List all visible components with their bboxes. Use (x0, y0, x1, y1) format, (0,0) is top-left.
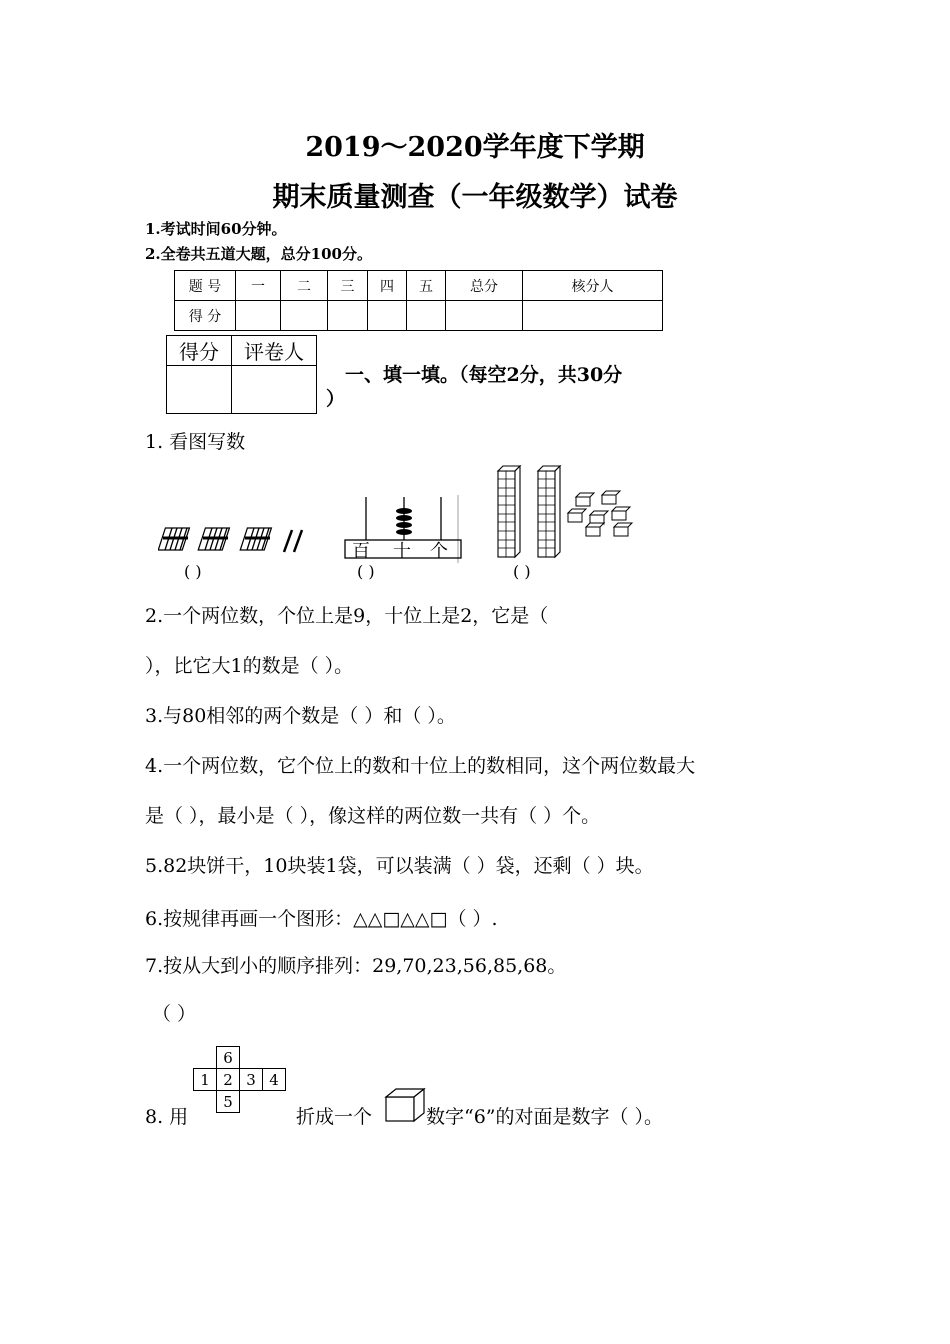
net-cell: 1 (194, 1069, 217, 1091)
score-header-cell: 一 (236, 271, 281, 301)
score-header-cell: 二 (281, 271, 328, 301)
place-value-blocks-figure (492, 465, 642, 565)
score-header-cell: 三 (328, 271, 368, 301)
q1-answer-1[interactable]: ( ) (184, 562, 202, 581)
grader-box (166, 335, 317, 414)
cube-net (193, 1046, 286, 1113)
question-6: 6.按规律再画一个图形：△△□△△□（ ）. (145, 908, 498, 930)
grader-score-label: 得分 (167, 336, 232, 366)
q1-answer-2[interactable]: ( ) (357, 562, 375, 581)
score-cell[interactable] (236, 301, 281, 331)
stick-bundles-figure (158, 520, 318, 560)
question-2-line-2: ），比它大1的数是（ ）。 (145, 655, 354, 677)
note-2: 2.全卷共五道大题，总分100分。 (145, 245, 372, 263)
unit-cubes-icon (568, 491, 632, 536)
score-table (174, 270, 663, 331)
title-line-1: 2019～2020学年度下学期 (305, 132, 645, 163)
abacus-label-tens: 十 (393, 541, 411, 562)
score-cell[interactable] (328, 301, 368, 331)
question-8-suffix: 数字“6”的对面是数字（ ）。 (426, 1106, 664, 1128)
single-sticks-icon (284, 530, 302, 552)
score-header-cell: 题 号 (175, 271, 236, 301)
question-4-line-1: 4.一个两位数，它个位上的数和十位上的数相同，这个两位数最大 (145, 755, 696, 777)
question-4-line-2: 是（ ），最小是（ ），像这样的两位数一共有（ ）个。 (145, 805, 601, 827)
q1-answer-3[interactable]: ( ) (513, 562, 531, 581)
grader-score-cell[interactable] (167, 366, 232, 414)
question-5: 5.82块饼干，10块装1袋，可以装满（ ）袋，还剩（ ）块。 (145, 855, 654, 877)
section-1-title: 一、填一填。（每空2分，共30分 (345, 364, 623, 386)
question-2-line-1: 2.一个两位数，个位上是9，十位上是2，它是（ (145, 605, 549, 627)
question-8-middle: 折成一个 (296, 1106, 373, 1128)
net-cell: 2 (217, 1069, 240, 1091)
stick-bundle-icon (198, 528, 229, 550)
grader-name-cell[interactable] (232, 366, 317, 414)
question-1: 1. 看图写数 (145, 431, 246, 453)
stick-bundle-icon (158, 528, 189, 550)
score-cell[interactable] (368, 301, 407, 331)
score-cell[interactable] (446, 301, 523, 331)
score-cell[interactable] (281, 301, 328, 331)
net-cell: 4 (263, 1069, 286, 1091)
cube-icon (384, 1087, 428, 1123)
note-1: 1.考试时间60分钟。 (145, 220, 287, 238)
score-header-cell: 五 (407, 271, 446, 301)
stick-bundle-icon (240, 528, 271, 550)
score-header-cell: 核分人 (523, 271, 663, 301)
question-7-answer[interactable]: （ ） (152, 1003, 197, 1025)
score-row-label: 得 分 (175, 301, 236, 331)
abacus-label-hundreds: 百 (352, 541, 370, 562)
question-8-prefix: 8. 用 (145, 1106, 189, 1128)
ten-rod-icon (538, 466, 560, 557)
ten-rod-icon (498, 466, 520, 557)
score-header-cell: 总分 (446, 271, 523, 301)
net-cell: 3 (240, 1069, 263, 1091)
score-cell[interactable] (407, 301, 446, 331)
score-header-cell: 四 (368, 271, 407, 301)
grader-label: 评卷人 (232, 336, 317, 366)
question-3: 3.与80相邻的两个数是（ ）和（ ）。 (145, 705, 456, 727)
title-line-2: 期末质量测查（一年级数学）试卷 (272, 182, 678, 213)
score-cell[interactable] (523, 301, 663, 331)
abacus-label-ones: 个 (430, 541, 448, 562)
section-1-close: ） (326, 388, 346, 410)
net-cell: 5 (217, 1091, 240, 1113)
question-7: 7.按从大到小的顺序排列：29,70,23,56,85,68。 (145, 955, 567, 977)
net-cell: 6 (217, 1047, 240, 1069)
